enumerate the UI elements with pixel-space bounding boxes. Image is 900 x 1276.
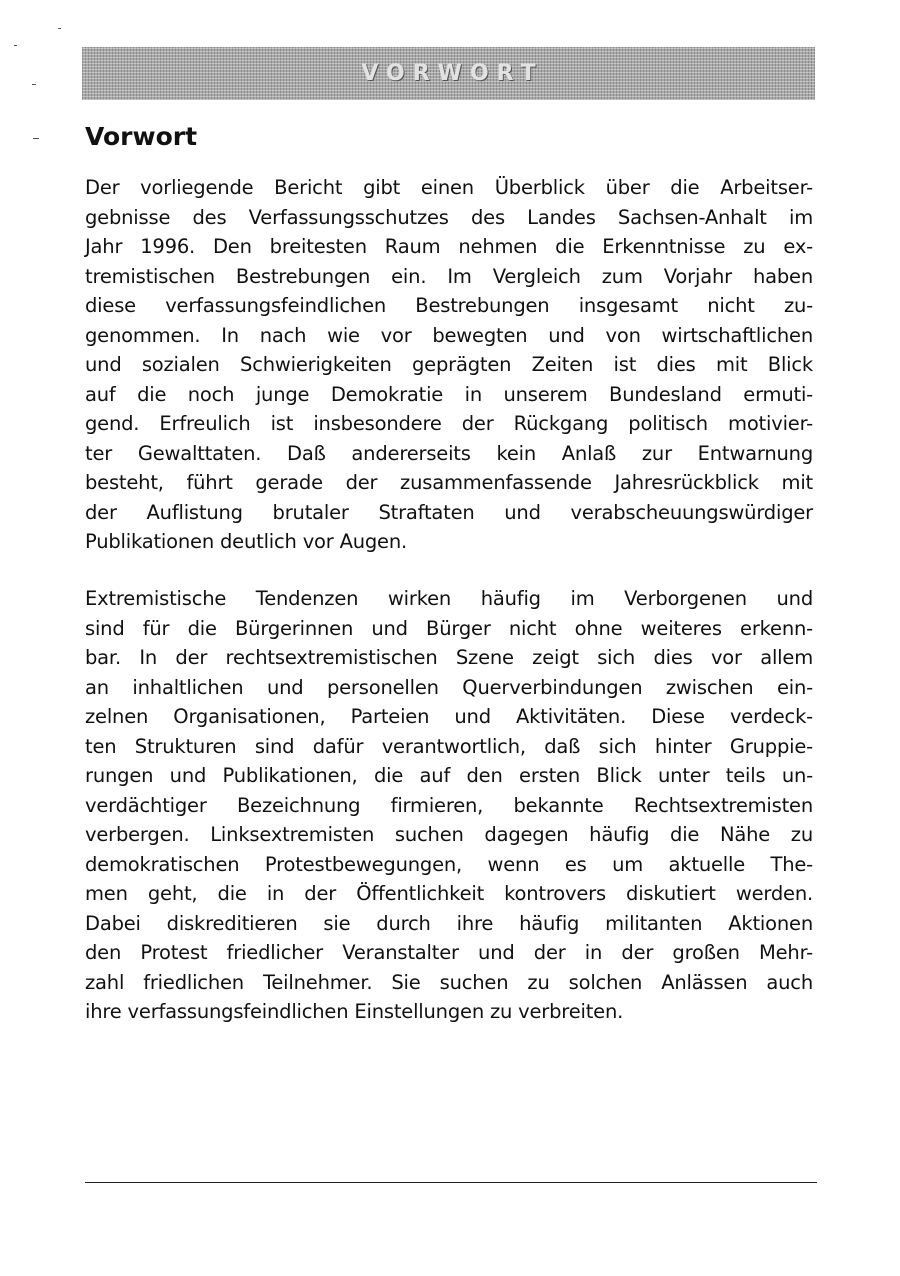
- text-line: verdächtiger Bezeichnung firmieren, bekannte Rechtsextremisten: [85, 793, 813, 817]
- text-line: men geht, die in der Öffentlichkeit kontrovers diskutiert werden.: [85, 882, 813, 905]
- text-line: zahl friedlichen Teilnehmer. Sie suchen zu solchen Anlässen auch: [85, 970, 813, 994]
- footer-divider: [85, 1182, 817, 1183]
- text-line: den Protest friedlicher Veranstalter und der in der großen Mehr-: [85, 941, 813, 964]
- margin-mark: [58, 28, 61, 29]
- text-line: Jahr 1996. Den breitesten Raum nehmen die Erkenntnisse zu ex-: [85, 235, 813, 258]
- margin-mark: [32, 84, 36, 85]
- text-line: Extremistische Tendenzen wirken häufig im Verborgenen und: [85, 587, 813, 610]
- text-line: zelnen Organisationen, Parteien und Aktivitäten. Diese verdeck-: [85, 705, 813, 728]
- text-line: genommen. In nach wie vor bewegten und von wirtschaftlichen: [85, 323, 813, 347]
- text-line: Publikationen deutlich vor Augen.: [85, 530, 408, 553]
- paragraph-2: [85, 584, 813, 1027]
- text-line: gebnisse des Verfassungsschutzes des Landes Sachsen-Anhalt im: [85, 205, 813, 229]
- text-line: der Auflistung brutaler Straftaten und verabscheuungswürdiger: [85, 500, 813, 524]
- text-line: und sozialen Schwierigkeiten geprägten Zeiten ist dies mit Blick: [85, 353, 813, 376]
- margin-mark: [33, 138, 39, 139]
- text-line: ihre verfassungsfeindlichen Einstellungen zu verbreiten.: [85, 1000, 624, 1023]
- text-line: sind für die Bürgerinnen und Bürger nicht ohne weiteres erkenn-: [85, 616, 813, 640]
- page-title: Vorwort: [85, 122, 198, 151]
- margin-mark: [14, 45, 17, 46]
- text-line: an inhaltlichen und personellen Querverbindungen zwischen ein-: [85, 675, 813, 699]
- text-line: gend. Erfreulich ist insbesondere der Rückgang politisch motivier-: [85, 412, 813, 435]
- header-banner: [82, 47, 815, 100]
- text-line: auf die noch junge Demokratie in unserem Bundesland ermuti-: [85, 382, 813, 406]
- text-line: demokratischen Protestbewegungen, wenn es um aktuelle The-: [85, 852, 813, 876]
- text-line: ter Gewalttaten. Daß andererseits kein Anlaß zur Entwarnung: [85, 441, 813, 465]
- text-line: rungen und Publikationen, die auf den ersten Blick unter teils un-: [85, 764, 813, 787]
- text-line: Dabei diskreditieren sie durch ihre häufig militanten Aktionen: [85, 911, 813, 935]
- text-line: besteht, führt gerade der zusammenfassende Jahresrückblick mit: [85, 471, 813, 494]
- paragraph-1: [85, 173, 813, 557]
- text-line: verbergen. Linksextremisten suchen dagegen häufig die Nähe zu: [85, 823, 813, 846]
- text-line: bar. In der rechtsextremistischen Szene zeigt sich dies vor allem: [85, 646, 813, 669]
- text-line: tremistischen Bestrebungen ein. Im Vergleich zum Vorjahr haben: [85, 264, 813, 288]
- text-line: diese verfassungsfeindlichen Bestrebungen insgesamt nicht zu-: [85, 294, 813, 317]
- header-banner-text: VORWORT: [361, 61, 544, 86]
- text-line: Der vorliegende Bericht gibt einen Überblick über die Arbeitser-: [85, 176, 813, 199]
- text-line: ten Strukturen sind dafür verantwortlich, daß sich hinter Gruppie-: [85, 734, 813, 758]
